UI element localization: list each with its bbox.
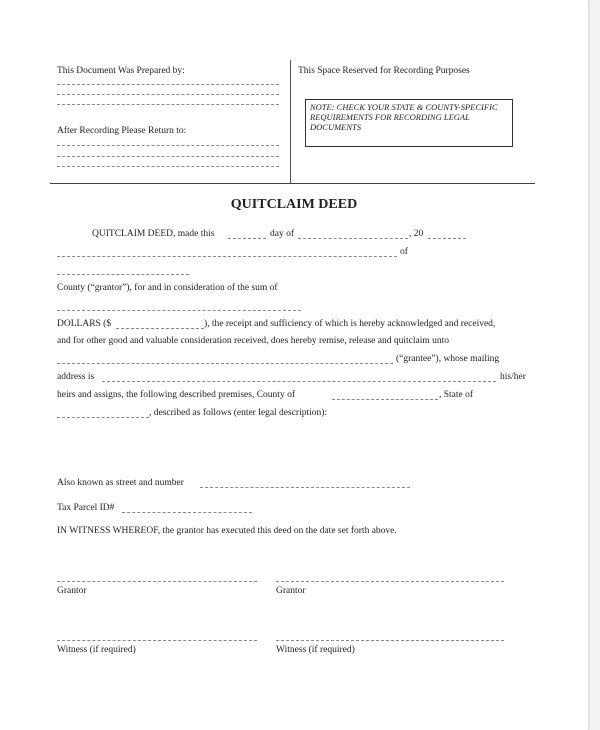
premises-state-field[interactable] bbox=[57, 417, 149, 418]
deed-intro-text: QUITCLAIM DEED, made this bbox=[92, 229, 215, 239]
year-field[interactable] bbox=[428, 238, 466, 239]
grantor-signature-line-right[interactable] bbox=[276, 581, 504, 582]
witness-label-left: Witness (if required) bbox=[57, 645, 136, 655]
header-divider-vertical bbox=[290, 60, 291, 184]
grantor-signature-line-left[interactable] bbox=[57, 581, 257, 582]
return-to-line-1[interactable] bbox=[57, 145, 279, 146]
witness-label-right: Witness (if required) bbox=[276, 645, 355, 655]
day-of-text: day of bbox=[270, 229, 295, 239]
witness-clause: IN WITNESS WHEREOF, the grantor has executed this deed on the date set forth above. bbox=[57, 526, 397, 536]
amount-numeric-field[interactable] bbox=[116, 328, 204, 329]
month-field[interactable] bbox=[298, 238, 408, 239]
return-to-line-2[interactable] bbox=[57, 156, 279, 157]
page-title: QUITCLAIM DEED bbox=[230, 197, 358, 212]
witness-signature-line-left[interactable] bbox=[57, 640, 257, 641]
prepared-by-line-3[interactable] bbox=[57, 104, 279, 105]
prepared-by-label: This Document Was Prepared by: bbox=[57, 66, 185, 76]
grantee-mailing-text: (“grantee”), whose mailing bbox=[396, 354, 500, 364]
header-divider-horizontal bbox=[50, 183, 535, 184]
prepared-by-line-2[interactable] bbox=[57, 94, 279, 95]
legal-description-text: , described as follows (enter legal description): bbox=[149, 408, 328, 418]
street-field[interactable] bbox=[200, 487, 410, 488]
street-label: Also known as street and number bbox=[57, 478, 184, 488]
his-her-text: his/her bbox=[500, 372, 526, 382]
of-text: of bbox=[400, 247, 408, 257]
day-field[interactable] bbox=[228, 238, 266, 239]
grantor-county-field[interactable] bbox=[57, 274, 189, 275]
premises-county-field[interactable] bbox=[332, 399, 438, 400]
state-of-text: , State of bbox=[439, 390, 474, 400]
receipt-text: ), the receipt and sufficiency of which is hereby acknowledged and received, bbox=[204, 319, 496, 329]
recording-space-label: This Space Reserved for Recording Purposes bbox=[298, 66, 470, 76]
return-to-label: After Recording Please Return to: bbox=[57, 126, 187, 136]
witness-signature-line-right[interactable] bbox=[276, 640, 504, 641]
grantor-label-left: Grantor bbox=[57, 586, 87, 596]
grantee-address-field[interactable] bbox=[102, 381, 496, 382]
parcel-label: Tax Parcel ID# bbox=[57, 503, 115, 513]
return-to-line-3[interactable] bbox=[57, 166, 279, 167]
dollars-label: DOLLARS ($ bbox=[57, 319, 112, 329]
parcel-field[interactable] bbox=[122, 512, 252, 513]
grantor-name-field[interactable] bbox=[57, 256, 397, 257]
grantee-name-field[interactable] bbox=[57, 363, 393, 364]
prepared-by-line-1[interactable] bbox=[57, 84, 279, 85]
release-text: and for other good and valuable consideration received, does hereby remise, release and quitclaim unto bbox=[57, 336, 449, 346]
grantor-label-right: Grantor bbox=[276, 586, 306, 596]
consideration-text: County (“grantor”), for and in consideration of the sum of bbox=[57, 283, 278, 293]
year-prefix-text: , 20 bbox=[409, 229, 424, 239]
premises-text: heirs and assigns, the following described premises, County of bbox=[57, 390, 295, 400]
address-label: address is bbox=[57, 372, 95, 382]
amount-words-field[interactable] bbox=[57, 310, 301, 311]
state-requirements-note: NOTE: CHECK YOUR STATE & COUNTY-SPECIFIC REQUIREMENTS FOR RECORDING LEGAL DOCUMENTS bbox=[305, 99, 513, 147]
